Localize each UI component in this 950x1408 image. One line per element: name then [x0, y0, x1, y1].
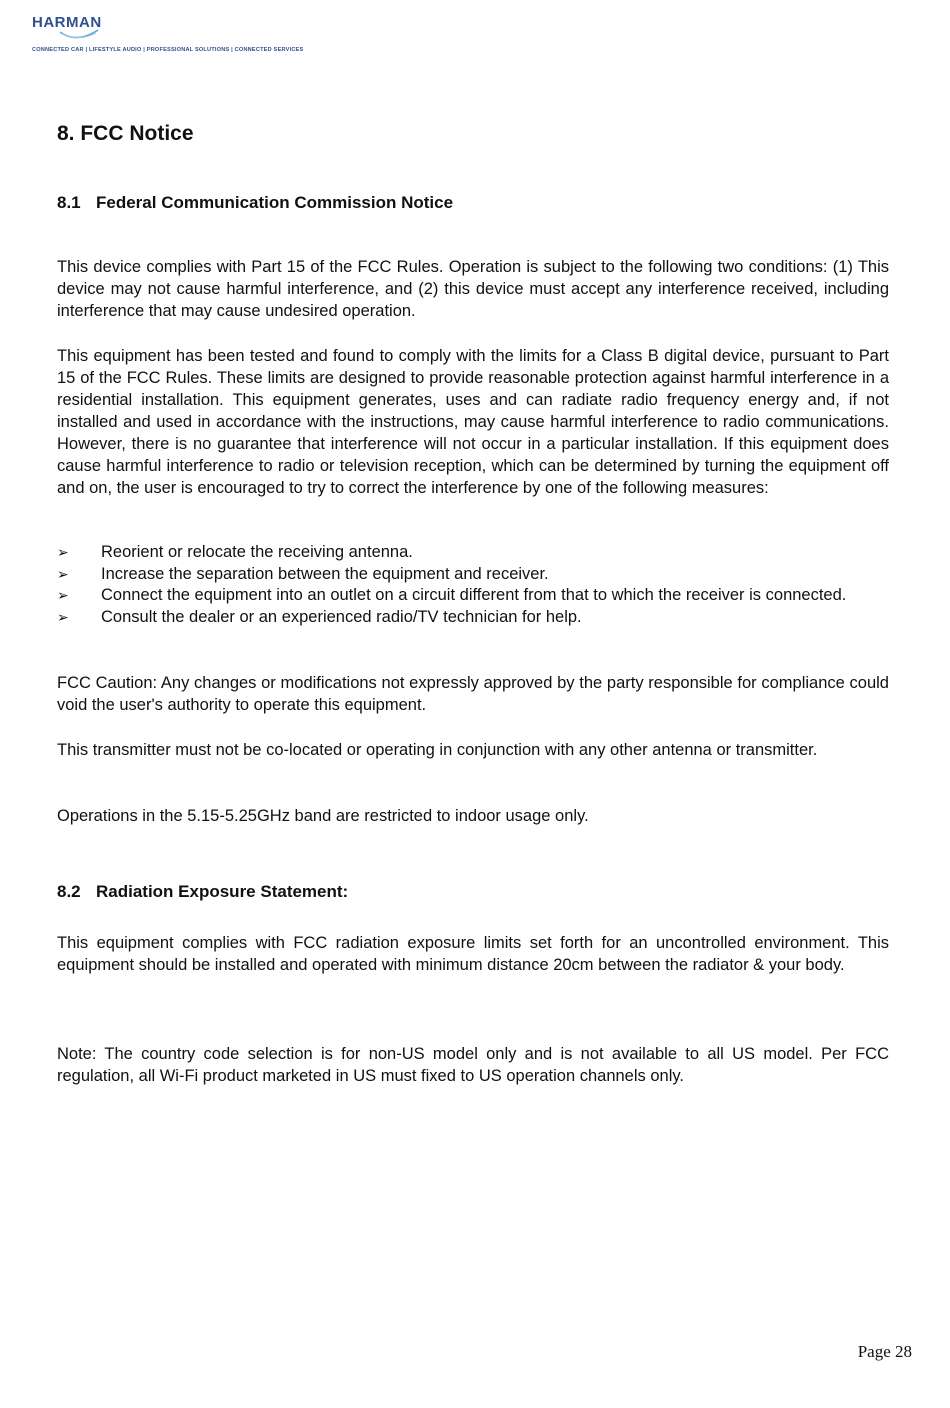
- list-item: [57, 585, 889, 607]
- harman-logo: [30, 8, 370, 60]
- measures-list: [57, 542, 889, 628]
- arrow-bullet-icon: ➢: [57, 544, 69, 560]
- paragraph-colocation: This transmitter must not be co-located or operating in conjunction with any other antenna or transmitter.: [57, 741, 818, 759]
- arrow-bullet-icon: ➢: [57, 587, 69, 603]
- section-title: 8. FCC Notice: [57, 122, 194, 145]
- logo-tagline: CONNECTED CAR | LIFESTYLE AUDIO | PROFESSIONAL SOLUTIONS | CONNECTED SERVICES: [32, 47, 304, 53]
- subsection-title: Federal Communication Commission Notice: [96, 193, 454, 212]
- subsection-number: 8.2: [57, 882, 81, 901]
- logo-wordmark: HARMAN: [32, 14, 102, 31]
- list-item: [57, 542, 889, 564]
- paragraph-radiation-exposure: This equipment complies with FCC radiation exposure limits set forth for an uncontrolled environment. This equipment should be installed and operated with minimum distance 20cm between the radiator & your body.: [57, 934, 889, 974]
- subsection-number: 8.1: [57, 193, 81, 212]
- subsection-heading-8-2: [57, 882, 348, 902]
- list-item: [57, 564, 889, 586]
- logo-swoosh-icon: [58, 28, 100, 42]
- paragraph-part15-compliance: This device complies with Part 15 of the FCC Rules. Operation is subject to the following two conditions: (1) This device may not cause harmful interference, and (2) this device must accept any interference received, including interference that may cause undesired operation.: [57, 258, 889, 320]
- list-item-text: Increase the separation between the equipment and receiver.: [101, 564, 549, 583]
- list-item-text: Connect the equipment into an outlet on a circuit different from that to which the receiver is connected.: [101, 586, 847, 604]
- paragraph-fcc-caution: FCC Caution: Any changes or modifications not expressly approved by the party responsible for compliance could void the user's authority to operate this equipment.: [57, 674, 889, 714]
- page-number: Page 28: [857, 1342, 912, 1361]
- subsection-heading-8-1: [57, 193, 453, 213]
- paragraph-indoor-band: Operations in the 5.15-5.25GHz band are restricted to indoor usage only.: [57, 807, 589, 825]
- list-item-text: Consult the dealer or an experienced radio/TV technician for help.: [101, 607, 582, 626]
- paragraph-country-code-note: Note: The country code selection is for non-US model only and is not available to all US model. Per FCC regulation, all Wi-Fi product marketed in US must fixed to US operation channels only.: [57, 1045, 889, 1085]
- arrow-bullet-icon: ➢: [57, 565, 69, 582]
- subsection-title: Radiation Exposure Statement:: [96, 882, 349, 901]
- arrow-bullet-icon: ➢: [57, 608, 69, 625]
- paragraph-class-b-limits: This equipment has been tested and found to comply with the limits for a Class B digital device, pursuant to Part 15 of the FCC Rules. These limits are designed to provide reasonable protection against harmful interference in a residential installation. This equipment generates, uses and can radiate radio frequency energy and, if not installed and used in accordance with the instructions, may cause harmful interference to radio communications. However, there is no guarantee that interference will not occur in a particular installation. If this equipment does cause harmful interference to radio or television reception, which can be determined by turning the equipment off and on, the user is encouraged to try to correct the interference by one of the following measures:: [57, 347, 889, 497]
- list-item-text: Reorient or relocate the receiving antenna.: [101, 543, 413, 561]
- list-item: [57, 607, 889, 629]
